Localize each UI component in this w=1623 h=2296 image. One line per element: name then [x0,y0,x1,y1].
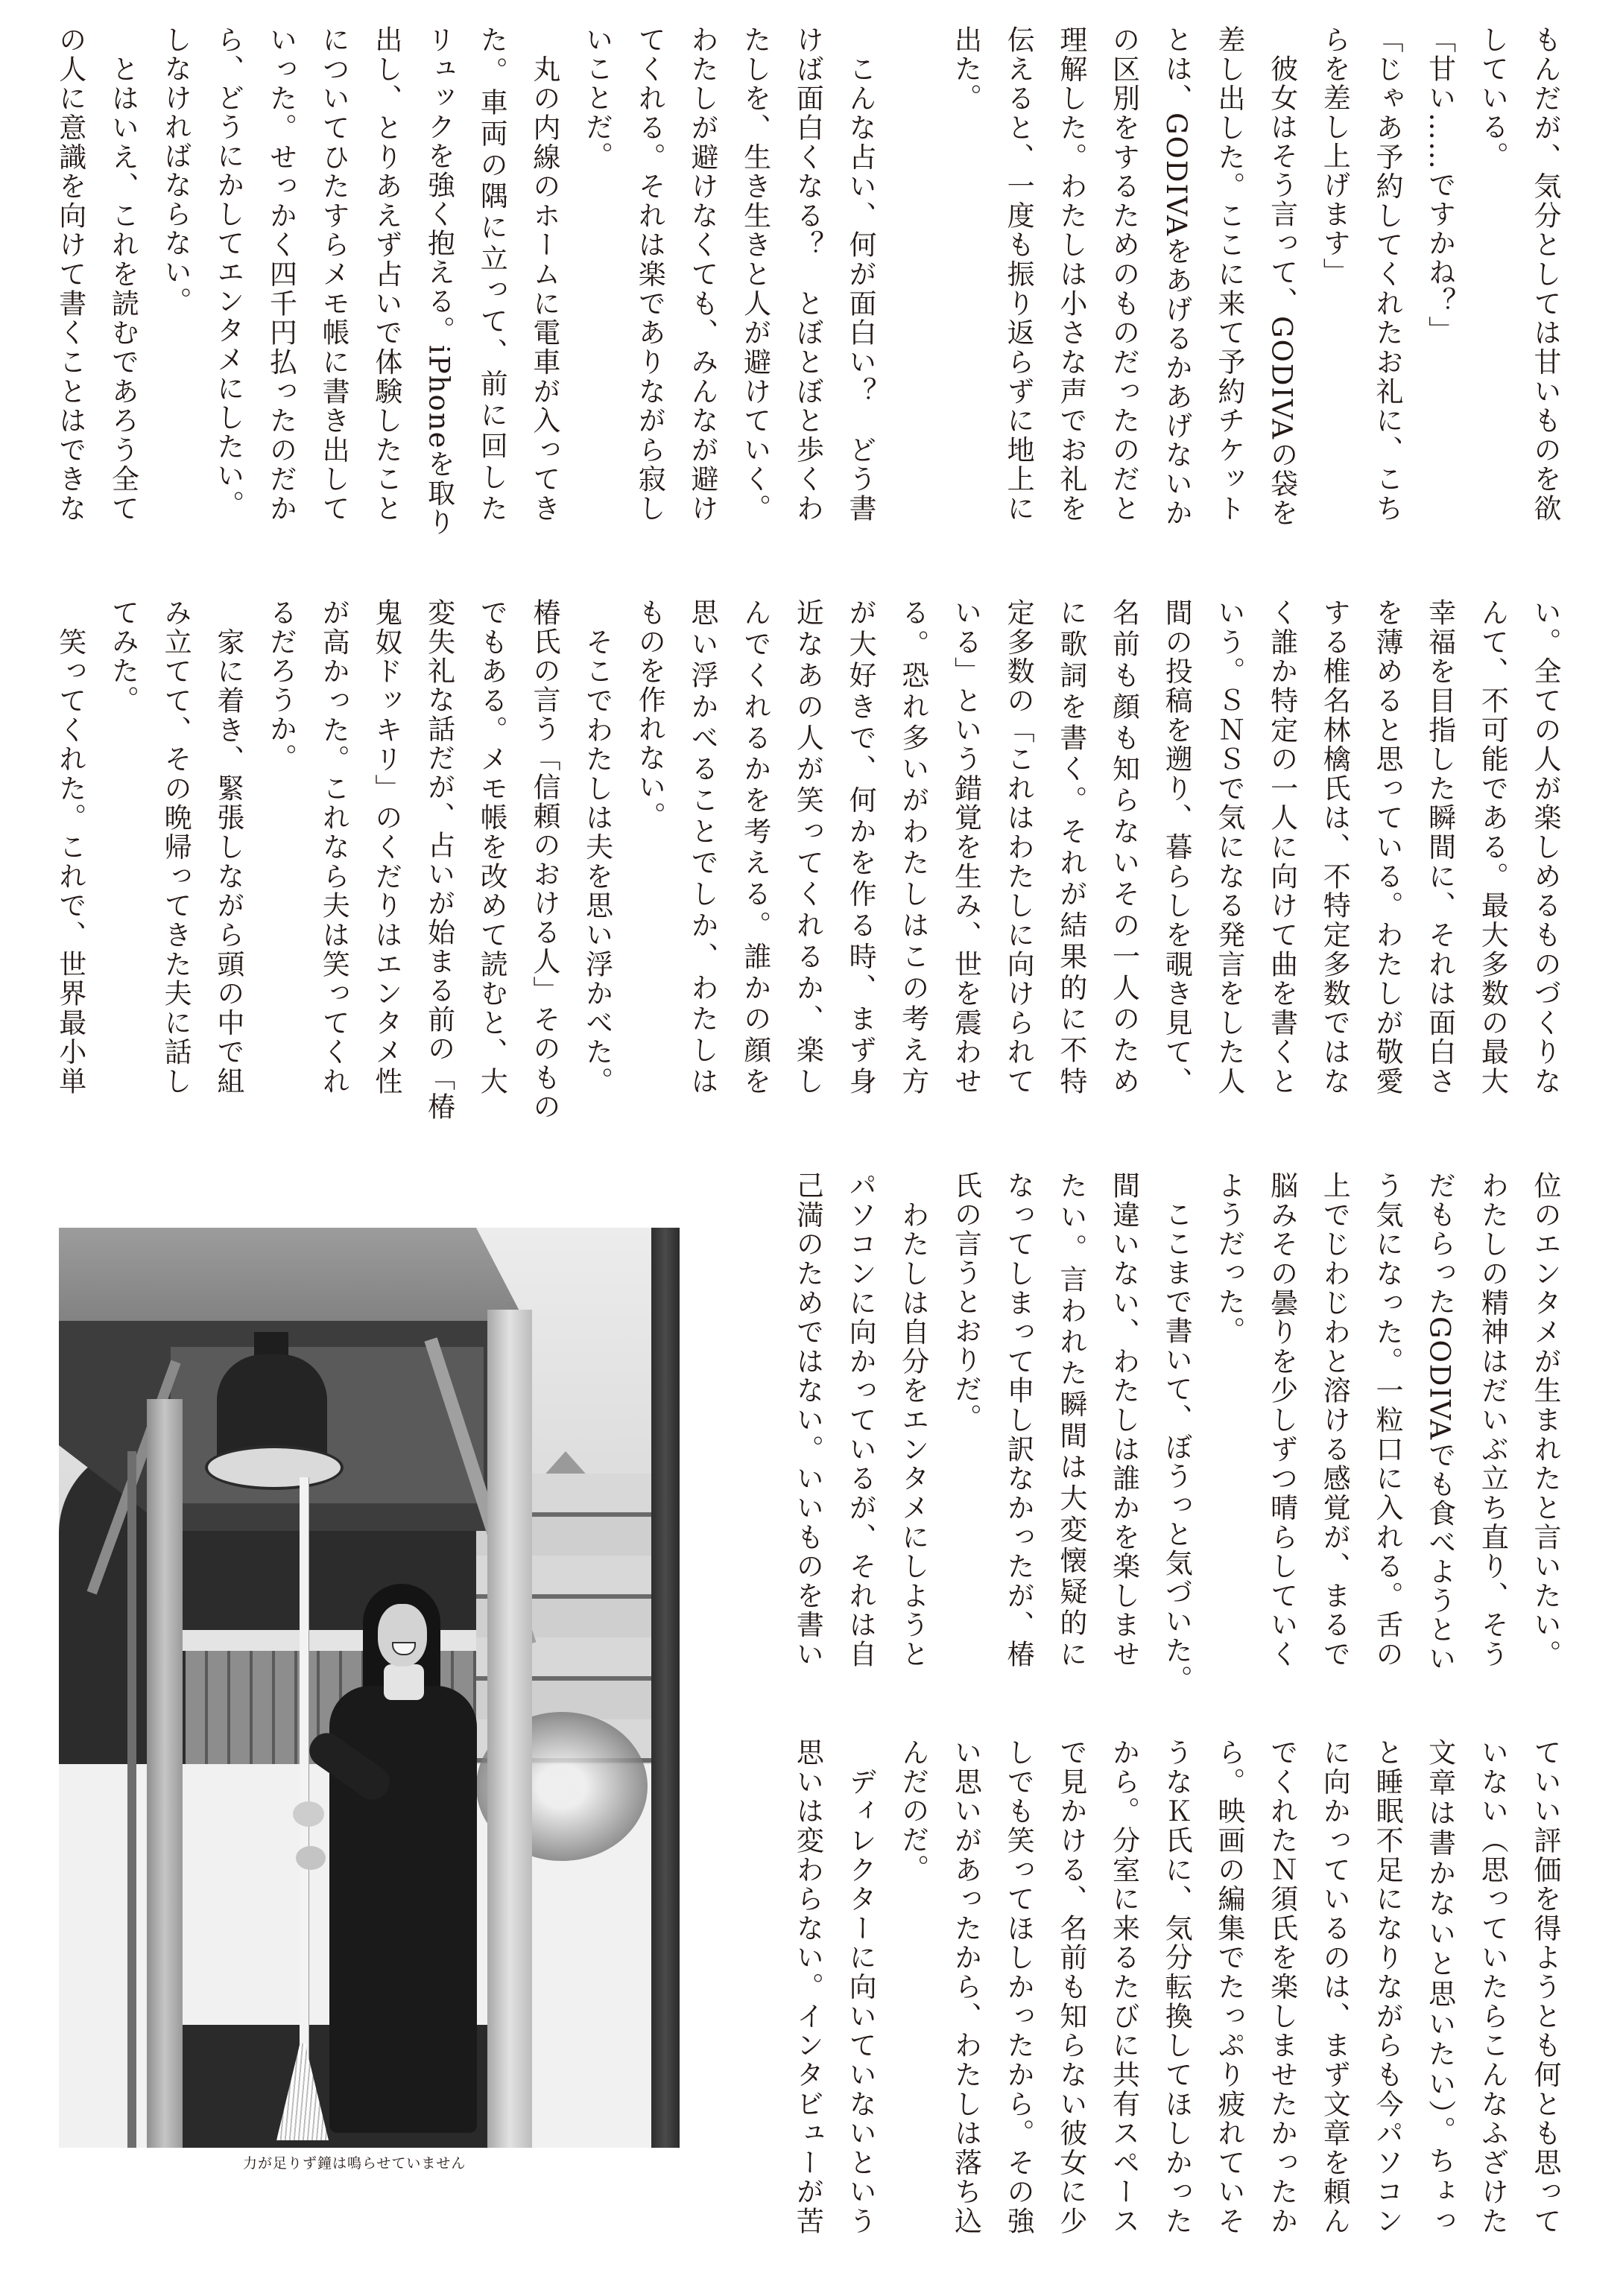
text-column: とはいえ、これを読むであろう全て [107,25,139,523]
text-column: らを差し上げます」 [1318,25,1351,287]
text-column: 変失礼な話だが、占いが始まる前の「椿 [423,598,455,1121]
text-column: を薄めると思っている。わたしが敬愛 [1370,598,1403,1096]
text-column: しでも笑ってほしかったから。その強 [1002,1738,1035,2236]
text-column: 椿氏の言う「信頼のおける人」そのもの [528,598,560,1121]
photo-post [127,1451,136,2148]
text-column: ら。映画の編集でたっぷり疲れていそ [1212,1738,1245,2236]
text-column: ここまで書いて、ぼうっと気づいた。 [1160,1171,1193,1694]
photo-person-face [378,1604,427,1666]
text-column: パソコンに向かっているが、それは自 [844,1171,877,1669]
text-column: 位のエンタメが生まれたと言いたい。 [1529,1171,1561,1669]
text-column: い。全ての人が楽しめるものづくりな [1529,598,1561,1096]
text-column: 「じゃあ予約してくれたお礼に、こち [1370,25,1403,523]
text-column: 鬼奴ドッキリ」のくだりはエンタメ性 [370,598,402,1096]
text-block-tier2 [43,598,1571,1121]
text-block-tier3 [781,1171,1571,1694]
text-column: こんな占い、何が面白い？ どう書 [844,25,876,523]
text-column: ようだった。 [1212,1171,1245,1345]
text-column: う気になった。一粒口に入れる。舌の [1370,1171,1403,1669]
text-column: 文章は書かないと思いたい）。ちょっ [1423,1738,1456,2236]
text-column: 間違いない、わたしは誰かを楽しませ [1107,1171,1140,1669]
text-column: もんだが、気分としては甘いものを欲 [1529,25,1561,523]
text-column: わたしが避けなくても、みんなが避け [686,25,718,523]
text-column: そこでわたしは夫を思い浮かべた。 [580,598,613,1096]
text-column: リュックを強く抱える。iPhoneを取り [423,25,455,537]
text-column: いる」という錯覚を生み、世を震わせ [949,598,982,1096]
text-column: 出た。 [949,25,982,112]
text-column: 定多数の「これはわたしに向けられて [1002,598,1035,1096]
text-column: うなＫ氏に、気分転換してほしかった [1160,1738,1193,2236]
photo [59,1228,680,2148]
text-column: 氏の言うとおりだ。 [949,1171,982,1433]
text-column: する椎名林檎氏は、不特定多数ではな [1318,598,1351,1096]
text-column: が高かった。これなら夫は笑ってくれ [317,598,350,1096]
text-column: 脳みその曇りを少しずつ晴らしていく [1265,1171,1298,1669]
text-column: けば面白くなる？ とぼとぼと歩くわ [791,25,824,523]
text-column: たい。言われた瞬間は大変懐疑的に [1054,1171,1087,1669]
photo-tree-trunk [651,1228,680,2148]
text-block-tier1-right [939,25,1571,528]
text-column: いった。せっかく四千円払ったのだか [265,25,297,523]
text-column: 上でじわじわと溶ける感覚が、まるで [1318,1171,1351,1669]
text-column: た。車両の隅に立って、前に回した [475,25,508,524]
text-column: わたしの精神はだいぶ立ち直り、そう [1476,1171,1509,1669]
text-column: 笑ってくれた。これで、世界最小単 [54,598,86,1096]
text-column: しなければならない。 [159,25,192,316]
text-column: ら、どうにかしてエンタメにしたい。 [212,25,244,519]
text-column: 思い浮かべることでしか、わたしは [686,598,718,1096]
text-column: るだろうか。 [265,598,297,773]
text-column: んでくれるかを考える。誰かの顔を [738,598,771,1096]
photo-low-building-roof [171,1630,521,1651]
text-column: 家に着き、緊張しながら頭の中で組 [212,598,244,1096]
text-column: ていい評価を得ようとも何とも思って [1529,1738,1561,2236]
text-column: 差し出した。ここに来て予約チケット [1212,25,1245,523]
text-column: に歌詞を書く。それが結果的に不特 [1054,598,1087,1097]
text-column: い思いがあったから、わたしは落ち込 [949,1738,982,2236]
photo-bell-mouth [205,1445,344,1490]
text-column: 間の投稿を遡り、暮らしを覗き見て、 [1160,598,1193,1096]
text-column: でくれたＮ須氏を楽しませたかったか [1265,1738,1298,2236]
text-column: いことだ。 [580,25,613,171]
photo-person-turtleneck [384,1664,424,1700]
photo-person-hand [296,1846,326,1870]
text-column: に向かっているのは、まず文章を頼ん [1318,1738,1351,2236]
text-column: んて、不可能である。最大多数の最大 [1476,598,1509,1096]
text-column: 理解した。わたしは小さな声でお礼を [1054,25,1087,523]
text-column: 「甘い……ですかね？」 [1423,25,1456,345]
photo-pillar-left [147,1399,183,2148]
text-column: している。 [1476,25,1509,171]
text-column: 幸福を目指した瞬間に、それは面白さ [1423,598,1456,1096]
text-column: 己満のためではない。いいものを書い [791,1171,824,1669]
text-column: とは、GODIVAをあげるかあげないか [1160,25,1193,528]
text-column: み立てて、その晩帰ってきた夫に話し [159,598,192,1096]
text-column: 丸の内線のホームに電車が入ってき [528,25,560,523]
text-column: の人に意識を向けて書くことはできな [54,25,86,523]
text-column: 名前も顔も知らないその一人のため [1107,598,1140,1096]
text-block-tier1-left [43,25,886,537]
photo-caption: 力が足りず鐘は鳴らせていません [243,2155,466,2172]
text-block-tier4 [781,1738,1571,2236]
text-column: 近なあの人が笑ってくれるか、楽し [791,598,824,1096]
text-column: と睡眠不足になりながらも今パソコン [1370,1738,1403,2236]
text-column: わたしは自分をエンタメにしようと [896,1171,929,1669]
text-column: で見かける、名前も知らない彼女に少 [1054,1738,1087,2236]
text-column: についてひたすらメモ帳に書き出して [317,25,350,523]
text-column: いない（思っていたらこんなふざけた [1476,1738,1509,2236]
text-column: たしを、生き生きと人が避けていく。 [738,25,771,523]
text-column: く誰か特定の一人に向けて曲を書くと [1265,598,1298,1096]
text-column: なってしまって申し訳なかったが、椿 [1002,1171,1035,1669]
text-column: てくれる。それは楽でありながら寂し [633,25,666,523]
text-column: ディレクターに向いていないという [844,1738,877,2236]
text-column: 出し、とりあえず占いで体験したこと [370,25,402,523]
photo-pillar-right [487,1310,532,2148]
text-column: だもらったGODIVAでも食べようとい [1423,1171,1456,1674]
text-column: んだのだ。 [896,1738,929,1883]
photo-bell-rope [300,1477,309,2058]
text-column: ものを作れない。 [633,598,666,831]
text-column: 伝えると、一度も振り返らずに地上に [1002,25,1035,523]
text-column: てみた。 [107,598,139,714]
text-column: の区別をするためのものだったのだと [1107,25,1140,523]
photo-person-hand [293,1801,324,1827]
photo-bell-tower-roof [59,1228,525,1321]
text-column: 彼女はそう言って、GODIVAの袋を [1265,25,1298,528]
text-column: でもある。メモ帳を改めて読むと、大 [475,598,508,1096]
text-column: から。分室に来るたびに共有スペース [1107,1738,1140,2236]
text-column: が大好きで、何かを作る時、まず身 [844,598,877,1096]
text-column: いう。ＳＮＳで気になる発言をした人 [1212,598,1245,1096]
text-column: る。恐れ多いがわたしはこの考え方 [896,598,929,1097]
text-column: 思いは変わらない。インタビューが苦 [791,1738,824,2236]
